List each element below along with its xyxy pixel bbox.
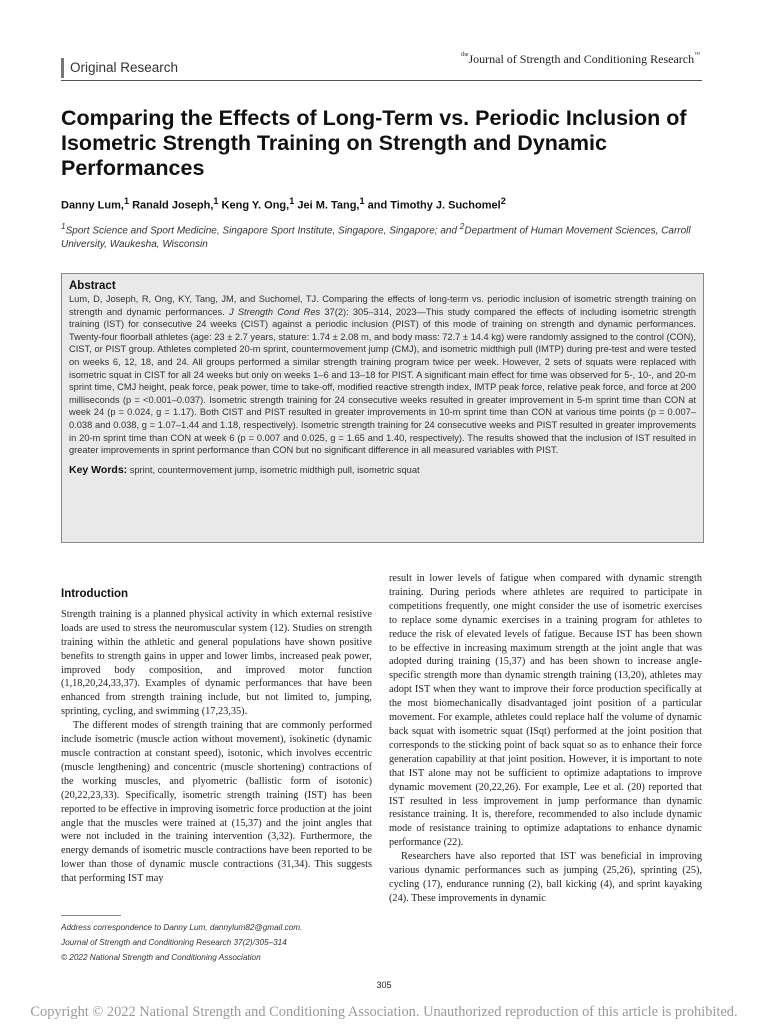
correspondence-note: Address correspondence to Danny Lum, dannylum82@gmail.com. [61, 923, 303, 932]
body-paragraph: result in lower levels of fatigue when compared with dynamic strength training. During periods where athletes are required to participate in competitions frequently, one might consider the use of isometric exercises to replace some dynamic exercises in a training program for athletes to reduce the risk of elevated levels of fatigue. Because IST has been shown to be effective in increasing maximum strength at the joint angle that was adopted during training (15,37) and has been shown to increase angle-specific strength more than dynamic strength training (13,20), athletes may adopt IST when they want to improve their force production specifically at the most biomechanically disadvantaged joint position of a particular movement. For example, athletes could replace half the volume of dynamic back squat with isometric squat (ISqt) performed at the joint position that corresponds to the sticking point of back squat so as to enhance their force generation capability at that joint position. However, it is important to note that IST alone may not be sufficient to optimize adaptations to improve dynamic movement (20,22,26). For example, Lee et al. (20) reported that IST resulted in less improvement in jump performance than dynamic resistance training. It is, therefore, recommended to also include dynamic mode of resistance training to optimize adaptations to enhance dynamic performance (22). [389, 573, 702, 849]
body-paragraph: The different modes of strength training that are commonly performed include isometric (muscle action without movement), isokinetic (dynamic muscle contraction at constant speed), isotonic, which involves eccentric (muscle lengthening) and concentric (muscle shortening) contractions of the working muscles, and plyometric (ballistic form of isotonic) (20,22,23,33). Specifically, isometric strength training (IST) has been reported to be effective in improving isometric force production at the joint angle that the muscles were trained at (15,37) and the joint angles that were not included in the training intervention (3,32). Furthermore, the energy demands of isometric muscle contractions have been reported to be lower than those of dynamic muscle contractions (31,34). This suggests that performing IST may [61, 720, 372, 885]
abstract-text [69, 293, 696, 457]
journal-logo-the: the [461, 52, 469, 58]
abstract-heading: Abstract [69, 280, 116, 292]
right-column [389, 572, 702, 906]
affiliation-2: Department of Human Movement Sciences, Carroll University, Waukesha, Wisconsin [61, 225, 691, 251]
abstract-journal-ref: J Strength Cond Res [228, 306, 321, 317]
author-list [61, 196, 506, 212]
affil-sup: 1 [61, 221, 66, 231]
affiliations [61, 219, 711, 252]
author-affil-sup: 1 [289, 196, 295, 206]
author-name: Keng Y. Ong, [218, 199, 290, 212]
author-name: and Timothy J. Suchomel [364, 199, 501, 212]
abstract-citation: Lum, D, Joseph, R, Ong, KY, Tang, JM, and Suchomel, TJ. Comparing the effects of long-term vs. periodic inclusion of isometric strength training on strength and dynamic performances. [69, 294, 696, 317]
journal-logo-name: Journal of Strength and Conditioning Research [468, 52, 695, 66]
section-label: Original Research [61, 58, 178, 78]
page-number: 305 [376, 980, 392, 990]
left-column [61, 588, 372, 886]
affil-sup: 2 [459, 221, 465, 231]
copyright-banner: Copyright © 2022 National Strength and Conditioning Association. Unauthorized reproduction of this article is prohibited. [30, 1004, 738, 1020]
keywords [69, 464, 696, 476]
body-paragraph: Researchers have also reported that IST was beneficial in improving various dynamic performances such as jumping (25,26), sprinting (25), cycling (17), endurance running (2), ball kicking (4), and sprint kayaking (24). These improvements in dynamic [389, 851, 702, 904]
author-affil-sup: 1 [123, 196, 130, 206]
keywords-label: Key Words: [69, 463, 128, 476]
abstract-body: 37(2): 305–314, 2023—This study compared the effects of including isometric strength training (IST) for consecutive 24 weeks (CIST) against a periodic inclusion (PIST) of this mode of training on strength and dynamic performances. Twenty-four floorball athletes (age: 23 ± 2.7 years, stature: 1.74 ± 2.08 m, and body mass: 72.7 ± 14.4 kg) were randomly assigned to the control (CON), CIST, or PIST group. Athletes completed 20-m sprint, countermovement jump (CMJ), and isometric midthigh pull (IMTP) during pre-test and were tested on weeks 6, 12, 18, and 24. All groups performed a similar strength training program twice per week. However, 2 sets of squats were replaced with isometric squat in CIST for all 24 weeks but only on weeks 1–6 and 13–18 for PIST. A significant main effect for time was observed for 5-, 10-, and 20-m sprint time, CMJ height, peak force, peak power, time to take-off, modified reactive strength index, IMTP peak force, relative peak force, and force at 200 milliseconds (p = <0.001–0.037). Isometric strength training for 24 consecutive weeks resulted in greater improvement in 5-m sprint time than CON at week 24 (p = 0.024, g = 1.17). Both CIST and PIST resulted in greater improvements in 10-m sprint time than CON at various time points (p = 0.007–0.038 and 0.038, g = 1.07–1.44 and 1.18, respectively). Isometric strength training for 24 consecutive weeks and PIST resulted in greater improvements in 20-m sprint time than CON at week 6 (p = 0.007 and 0.025, g = 1.65 and 1.40, respectively). The results showed that the inclusion of IST resulted in greater improvements in sprint performance than CON but no significant difference in all measured variables with PIST. [69, 306, 696, 456]
footnote-rule [61, 915, 121, 916]
journal-logo [461, 52, 700, 67]
abstract-box [61, 273, 704, 543]
journal-logo-tm: ™ [694, 52, 700, 58]
journal-citation-note: Journal of Strength and Conditioning Research 37(2)/305–314 [61, 938, 287, 947]
keywords-list: sprint, countermovement jump, isometric midthigh pull, isometric squat [127, 464, 420, 475]
article-title: Comparing the Effects of Long-Term vs. Periodic Inclusion of Isometric Strength Training on Strength and Dynamic Performances [61, 106, 687, 180]
section-heading-introduction: Introduction [61, 588, 129, 600]
author-affil-sup: 2 [500, 196, 506, 206]
footnotes [61, 920, 381, 965]
author-affil-sup: 1 [213, 196, 219, 206]
affiliation-1: Sport Science and Sport Medicine, Singapore Sport Institute, Singapore, Singapore; and [65, 225, 460, 237]
body-paragraph: Strength training is a planned physical activity in which external resistive loads are used to stress the neuromuscular system (12). Studies on strength training within the athletic and general populations have shown positive benefits to strength gains in upper and lower limbs, increased peak power, improved body composition, and improved motor function (1,18,20,24,33,37). Examples of dynamic performances that have been enhanced from strength training include, but not limited to, jumping, sprinting, cycling, and swimming (17,23,35). [61, 608, 372, 718]
author-affil-sup: 1 [359, 196, 365, 206]
author-name: Danny Lum, [61, 199, 124, 212]
author-name: Ranald Joseph, [129, 199, 214, 212]
header-rule [61, 80, 702, 81]
copyright-note: © 2022 National Strength and Conditioning Association [61, 953, 261, 962]
author-name: Jei M. Tang, [294, 199, 360, 212]
